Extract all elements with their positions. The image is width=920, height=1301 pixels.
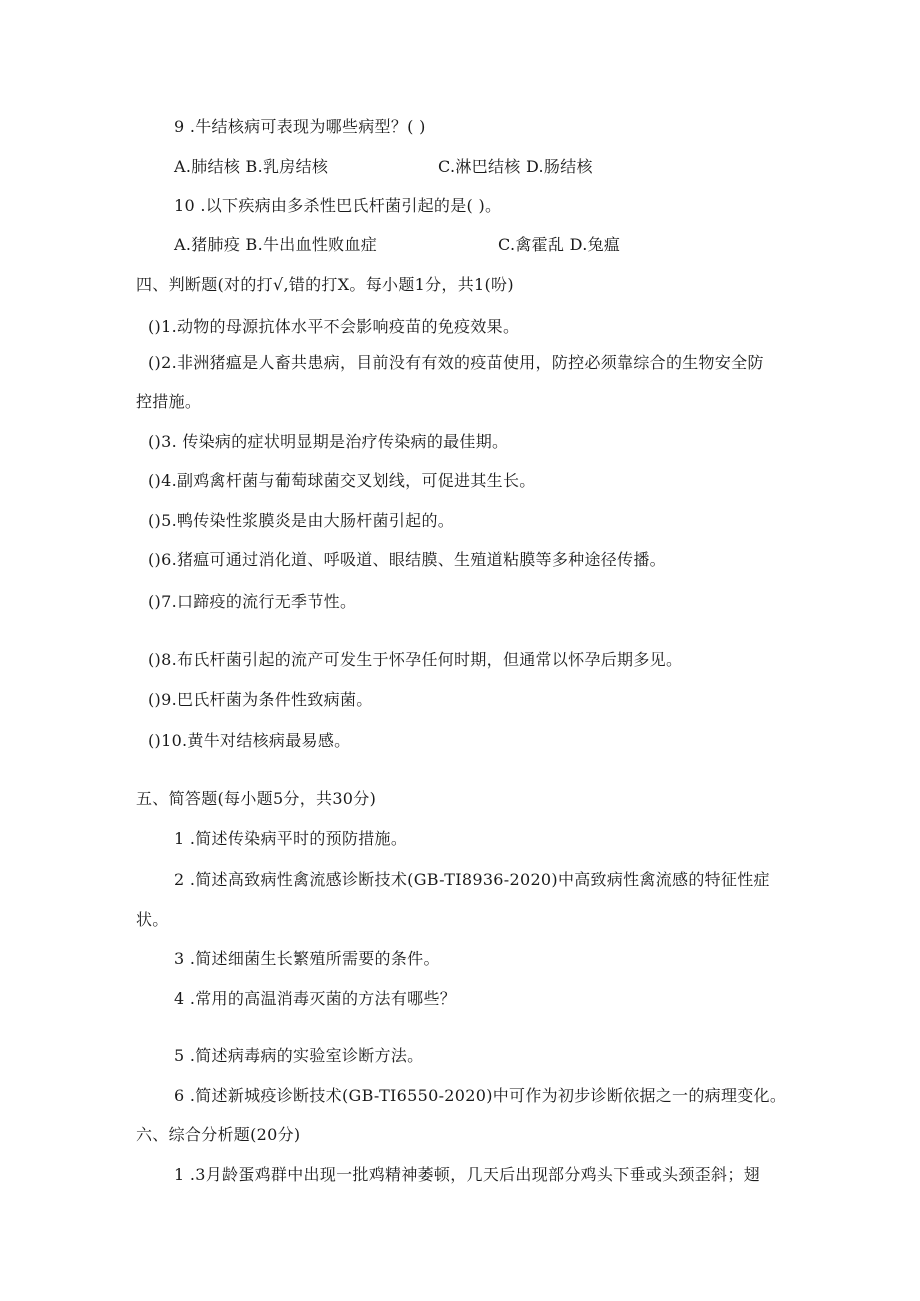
section-4-heading: 四、判断题(对的打√,错的打X。每小题1分，共1(吩) bbox=[136, 275, 514, 294]
short-answer-2-cont: 状。 bbox=[136, 910, 169, 929]
judge-item-9: ()9.巴氏杆菌为条件性致病菌。 bbox=[148, 690, 373, 709]
short-answer-6: 6 .简述新城疫诊断技术(GB-TI6550-2020)中可作为初步诊断依据之一的病理变化。 bbox=[174, 1086, 787, 1105]
analysis-question-1: 1 .3月龄蛋鸡群中出现一批鸡精神萎顿，几天后出现部分鸡头下垂或头颈歪斜；翅 bbox=[174, 1165, 760, 1184]
judge-item-10: ()10.黄牛对结核病最易感。 bbox=[148, 731, 351, 750]
judge-item-1: ()1.动物的母源抗体水平不会影响疫苗的免疫效果。 bbox=[148, 317, 520, 336]
judge-item-4: ()4.副鸡禽杆菌与葡萄球菌交叉划线，可促进其生长。 bbox=[148, 471, 536, 490]
question-10-options-ab: A.猪肺疫 B.牛出血性败血症 bbox=[174, 235, 378, 254]
short-answer-2: 2 .简述高致病性禽流感诊断技术(GB-TI8936-2020)中高致病性禽流感的特征性症 bbox=[174, 870, 770, 889]
short-answer-5: 5 .简述病毒病的实验室诊断方法。 bbox=[174, 1046, 424, 1065]
judge-item-3: ()3. 传染病的症状明显期是治疗传染病的最佳期。 bbox=[148, 432, 509, 451]
question-9: 9 .牛结核病可表现为哪些病型？( ) bbox=[174, 117, 426, 136]
question-9-options-ab: A.肺结核 B.乳房结核 bbox=[174, 157, 329, 176]
short-answer-3: 3 .简述细菌生长繁殖所需要的条件。 bbox=[174, 949, 440, 968]
judge-item-2-cont: 控措施。 bbox=[136, 392, 202, 411]
question-10-options-cd: C.禽霍乱 D.兔瘟 bbox=[498, 235, 621, 254]
section-6-heading: 六、综合分析题(20分) bbox=[136, 1125, 301, 1144]
section-5-heading: 五、简答题(每小题5分，共30分) bbox=[136, 789, 377, 808]
judge-item-2: ()2.非洲猪瘟是人畜共患病，目前没有有效的疫苗使用，防控必须靠综合的生物安全防 bbox=[148, 353, 764, 372]
short-answer-4: 4 .常用的高温消毒灭菌的方法有哪些？ bbox=[174, 989, 457, 1008]
short-answer-1: 1 .简述传染病平时的预防措施。 bbox=[174, 829, 408, 848]
judge-item-8: ()8.布氏杆菌引起的流产可发生于怀孕任何时期，但通常以怀孕后期多见。 bbox=[148, 650, 683, 669]
judge-item-7: ()7.口蹄疫的流行无季节性。 bbox=[148, 592, 357, 611]
question-10: 10 .以下疾病由多杀性巴氏杆菌引起的是( )。 bbox=[174, 196, 502, 215]
judge-item-5: ()5.鸭传染性浆膜炎是由大肠杆菌引起的。 bbox=[148, 511, 455, 530]
judge-item-6: ()6.猪瘟可通过消化道、呼吸道、眼结膜、生殖道粘膜等多种途径传播。 bbox=[148, 550, 666, 569]
question-9-options-cd: C.淋巴结核 D.肠结核 bbox=[438, 157, 593, 176]
